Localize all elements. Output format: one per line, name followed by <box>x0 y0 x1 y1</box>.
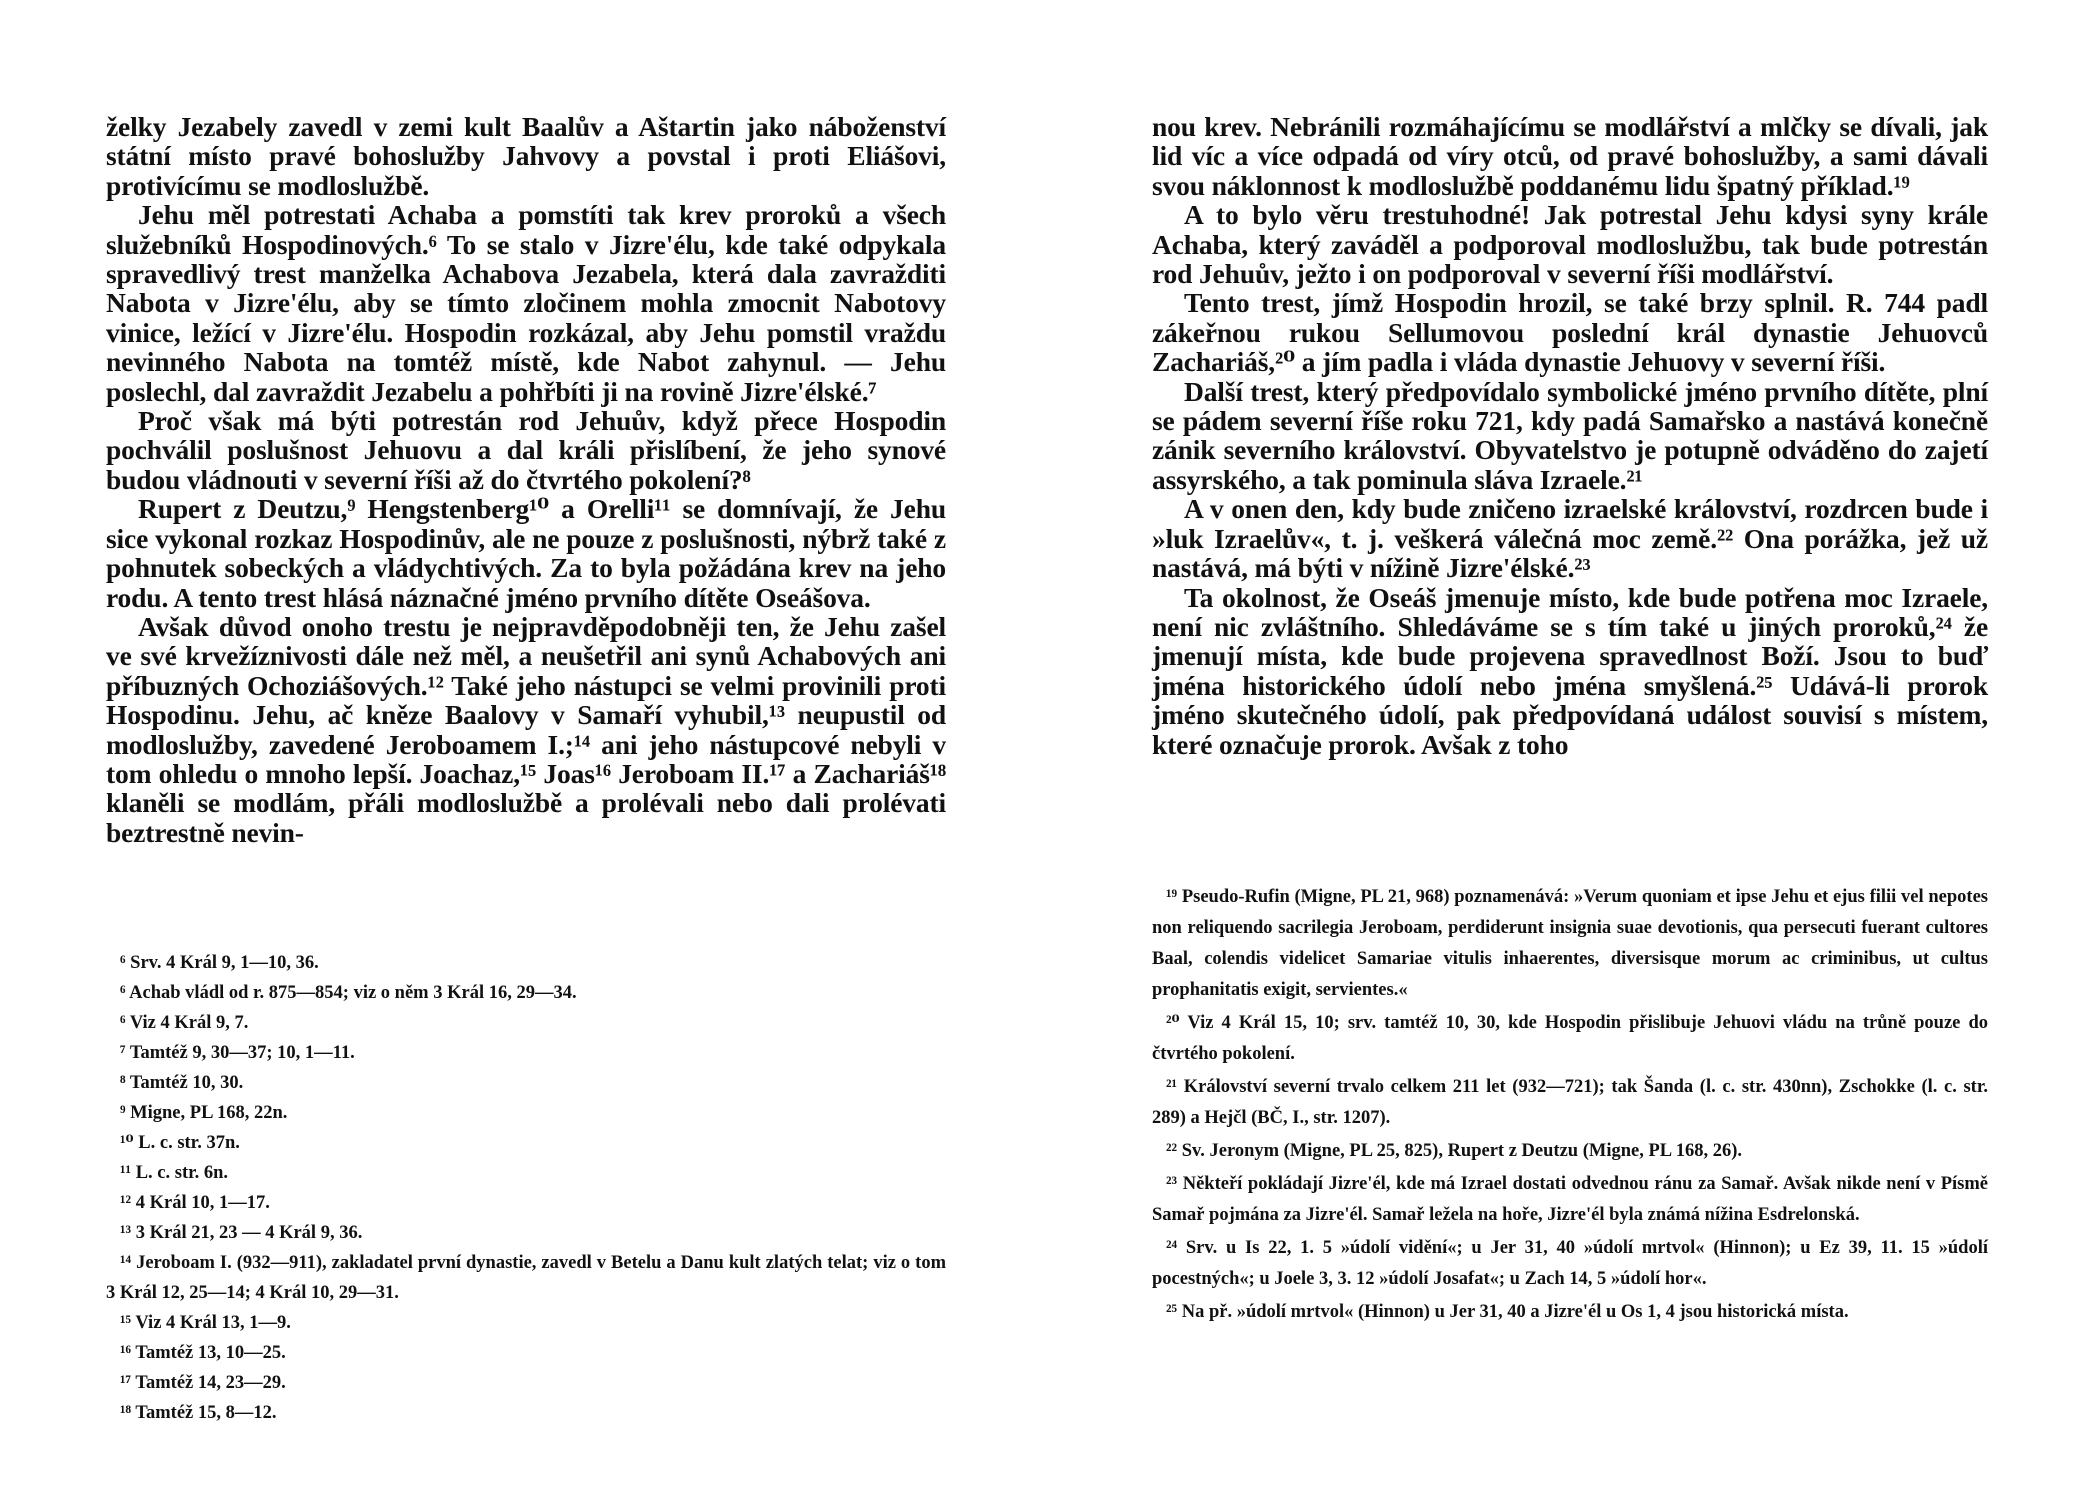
footnote: ²¹ Království severní trvalo celkem 211 let (932—721); tak Šanda (l. c. str. 430nn), Zschokke (l. c. str. 289) a Hejčl (BČ, I., str. 1207). <box>1152 1077 1988 1128</box>
footnote: ¹¹ L. c. str. 6n. <box>120 1163 229 1183</box>
footnote: ²⁴ Srv. u Is 22, 1. 5 »údolí vidění«; u Jer 31, 40 »údolí mrtvol« (Hinnon); u Ez 39, 11. 15 »údolí pocestných«; u Joele 3, 3. 12 »údolí Josafat«; u Zach 14, 5 »údolí hor«. <box>1152 1238 1988 1289</box>
footnote: ¹⁷ Tamtéž 14, 23—29. <box>120 1373 286 1393</box>
paragraph: Avšak důvod onoho trestu je nejpravděpodobněji ten, že Jehu zašel ve své krvežíznivosti dále než měl, a neušetřil ani synů Achabových ani příbuzných Ochoziášových.¹² Také jeho nástupci se velmi provinili proti Hospodinu. Jehu, ač kněze Baalovy v Samaří vyhubil,¹³ neupustil od modloslužby, zavedené Jeroboamem I.;¹⁴ ani jeho nástupcové nebyli v tom ohledu o mnoho lepší. Joachaz,¹⁵ Joas¹⁶ Jeroboam II.¹⁷ a Zachariáš¹⁸ klaněli se modlám, přáli modloslužbě a prolévali nebo dali prolévati beztrestně nevin- <box>106 610 946 848</box>
footnote: ¹³ 3 Král 21, 23 — 4 Král 9, 36. <box>120 1223 363 1243</box>
footnote: ¹⁵ Viz 4 Král 13, 1—9. <box>120 1313 291 1333</box>
footnote: ⁷ Tamtéž 9, 30—37; 10, 1—11. <box>120 1043 355 1063</box>
footnote: ¹² 4 Král 10, 1—17. <box>120 1193 270 1213</box>
footnote: ²⁰ Viz 4 Král 15, 10; srv. tamtéž 10, 30, kde Hospodin přislibuje Jehuovi vládu na trůně pouze do čtvrtého pokolení. <box>1152 1013 1988 1064</box>
footnote: ⁶ Achab vládl od r. 875—854; viz o něm 3 Král 16, 29—34. <box>120 983 577 1003</box>
left-footnotes <box>106 948 946 1428</box>
footnote: ¹⁹ Pseudo-Rufin (Migne, PL 21, 968) poznamenává: »Verum quoniam et ipse Jehu et ejus filii vel nepotes non reliquendo sacrilegia Jeroboam, perdiderunt insignia suae devotionis, qua persecuti fuerant cultores Baal, colendis videlicet Samariae vitulis inhaerentes, diversisque morum ac criminibus, ut cultus prophanitatis exigit, servientes.« <box>1152 887 1988 1000</box>
right-body-text <box>1152 112 1988 759</box>
paragraph: Proč však má býti potrestán rod Jehuův, když přece Hospodin pochválil poslušnost Jehuovu a dal králi přislíbení, že jeho synové budou vládnouti v severní říši až do čtvrtého pokolení?⁸ <box>106 405 946 495</box>
paragraph: Další trest, který předpovídalo symbolické jméno prvního dítěte, plní se pádem severní říše roku 721, kdy padá Samařsko a nastává konečně zánik severního království. Obyvatelstvo je potupně odváděno do zajetí assyrského, a tak pominula sláva Izraele.²¹ <box>1152 375 1988 495</box>
paragraph: Tento trest, jímž Hospodin hrozil, se také brzy splnil. R. 744 padl zákeřnou rukou Sellumovou poslední král dynastie Jehuovců Zachariáš,²⁰ a jím padla i vláda dynastie Jehuovy v severní říši. <box>1152 287 1988 378</box>
paragraph: A to bylo věru trestuhodné! Jak potrestal Jehu kdysi syny krále Achaba, který zaváděl a podporoval modloslužbu, tak bude potrestán rod Jehuův, ježto i on podporoval v severní říši modlářství. <box>1152 199 1988 290</box>
footnote: ¹⁸ Tamtéž 15, 8—12. <box>120 1403 277 1423</box>
footnote: ⁸ Tamtéž 10, 30. <box>120 1073 244 1093</box>
paragraph: nou krev. Nebránili rozmáhajícímu se modlářství a mlčky se dívali, jak lid víc a více odpadá od víry otců, od pravé bohoslužby, a sami dávali svou náklonnost k modloslužbě poddanému lidu špatný příklad.¹⁹ <box>1152 111 1988 201</box>
footnote: ²² Sv. Jeronym (Migne, PL 25, 825), Rupert z Deutzu (Migne, PL 168, 26). <box>1166 1141 1742 1161</box>
paragraph: Rupert z Deutzu,⁹ Hengstenberg¹⁰ a Orelli¹¹ se domnívají, že Jehu sice vykonal rozkaz Hospodinův, ale ne pouze z poslušnosti, nýbrž také z pohnutek sobeckých a vládychtivých. Za to byla požádána krev na jeho rodu. A tento trest hlásá náznačné jméno prvního dítěte Oseášova. <box>106 493 946 613</box>
paragraph: Ta okolnost, že Oseáš jmenuje místo, kde bude potřena moc Izraele, není nic zvláštního. Shledáváme se s tím také u jiných proroků,²⁴ že jmenují místa, kde bude projevena spravedlnost Boží. Jsou to buď jména historického údolí nebo jména smyšlená.²⁵ Udává-li prorok jméno skutečného údolí, pak předpovídaná událost souvisí s místem, které označuje prorok. Avšak z toho <box>1152 581 1988 760</box>
right-footnotes <box>1152 882 1988 1328</box>
footnote: ⁶ Srv. 4 Král 9, 1—10, 36. <box>120 953 319 973</box>
footnote: ¹⁴ Jeroboam I. (932—911), zakladatel první dynastie, zavedl v Betelu a Danu kult zlatých telat; viz o tom 3 Král 12, 25—14; 4 Král 10, 29—31. <box>106 1253 946 1303</box>
paragraph: A v onen den, kdy bude zničeno izraelské království, rozdrcen bude i »luk Izraelův«, t. j. veškerá válečná moc země.²² Ona porážka, jež už nastává, má býti v nížině Jizre'élské.²³ <box>1152 493 1988 584</box>
footnote: ¹⁶ Tamtéž 13, 10—25. <box>120 1343 286 1363</box>
paragraph: Jehu měl potrestati Achaba a pomstíti tak krev proroků a všech služebníků Hospodinových.⁶ To se stalo v Jizre'élu, kde také odpykala spravedlivý trest manželka Achabova Jezabela, která dala zavražditi Nabota v Jizre'élu, aby se tímto zločinem mohla zmocnit Nabotovy vinice, ležící v Jizre'élu. Hospodin rozkázal, aby Jehu pomstil vraždu nevinného Nabota na tomtéž místě, kde Nabot zahynul. — Jehu poslechl, dal zavraždit Jezabelu a pohřbíti ji na rovině Jizre'élské.⁷ <box>106 199 946 407</box>
left-body-text <box>106 112 946 847</box>
footnote: ⁹ Migne, PL 168, 22n. <box>120 1103 288 1123</box>
paragraph: želky Jezabely zavedl v zemi kult Baalův a Aštartin jako náboženství státní místo pravé bohoslužby Jahvovy a povstal i proti Eliášovi, protivícímu se modloslužbě. <box>106 111 946 201</box>
footnote: ²³ Někteří pokládají Jizre'él, kde má Izrael dostati odvednou ránu za Samař. Avšak nikde není v Písmě Samař pojmána za Jizre'él. Samař ležela na hoře, Jizre'él byla známá nížina Esdrelonská. <box>1152 1174 1988 1225</box>
footnote: ²⁵ Na př. »údolí mrtvol« (Hinnon) u Jer 31, 40 a Jizre'él u Os 1, 4 jsou historická místa. <box>1166 1302 1849 1322</box>
footnote: ¹⁰ L. c. str. 37n. <box>120 1133 240 1153</box>
footnote: ⁶ Viz 4 Král 9, 7. <box>120 1013 249 1033</box>
